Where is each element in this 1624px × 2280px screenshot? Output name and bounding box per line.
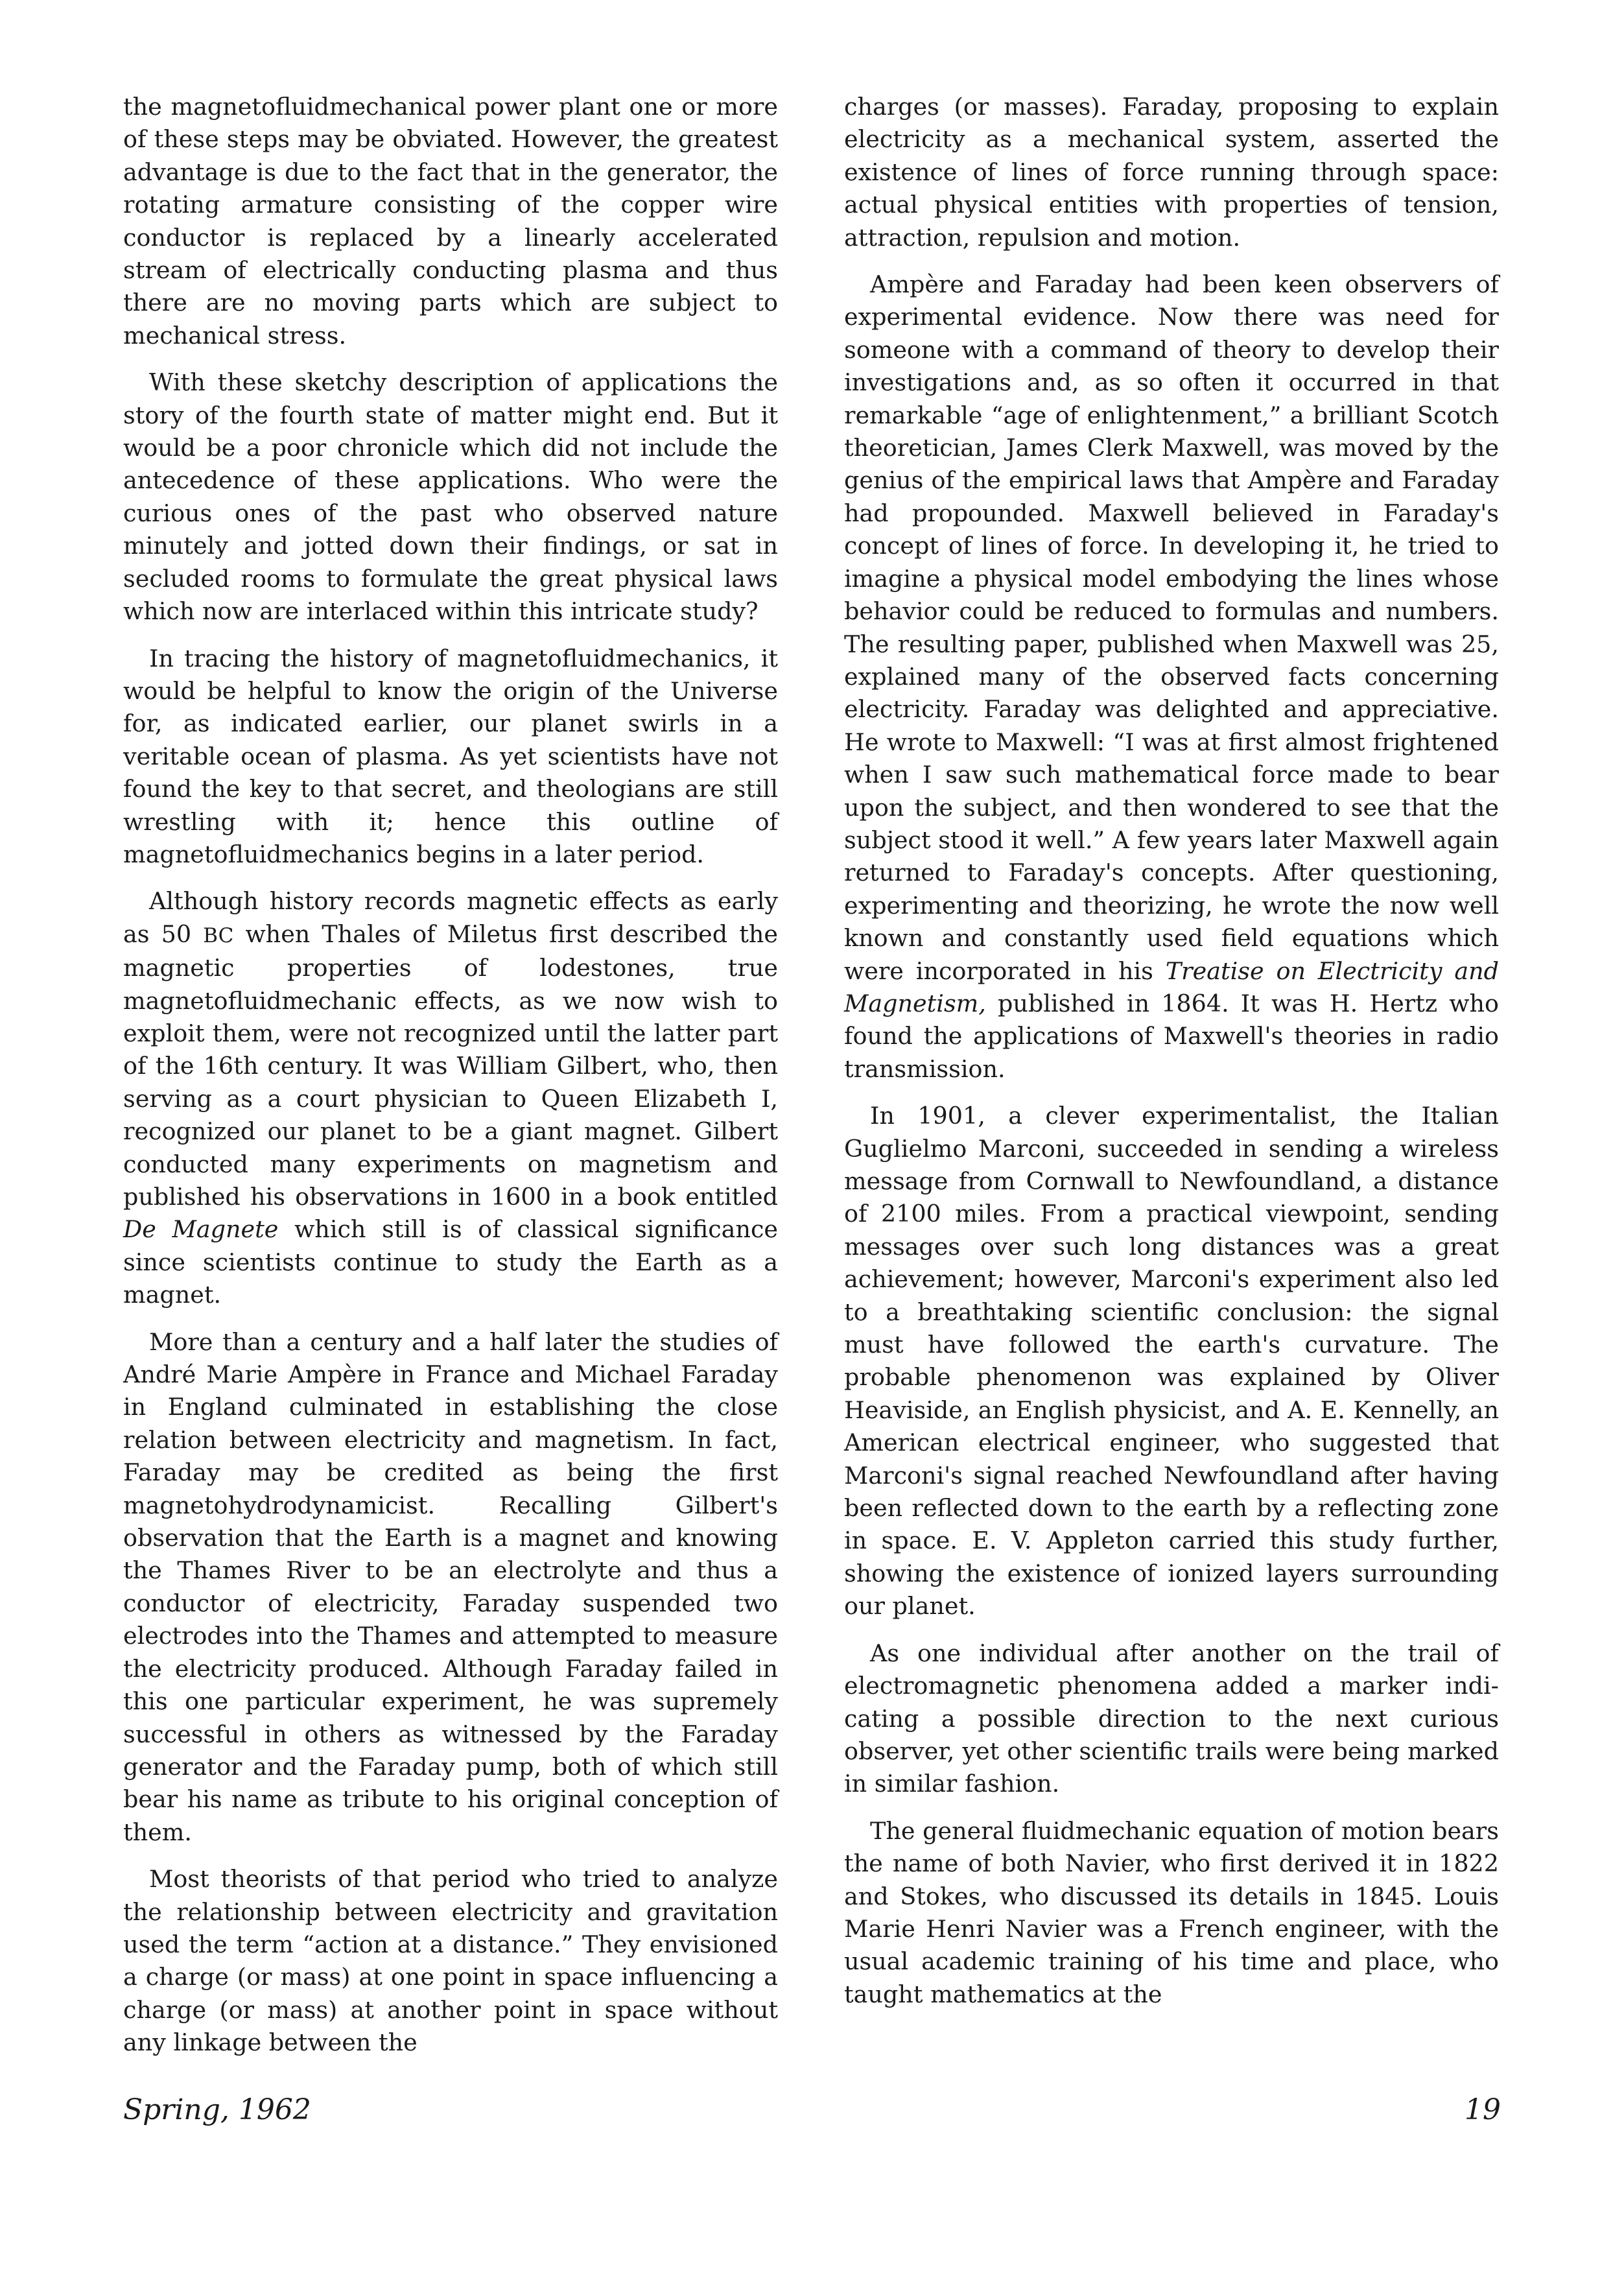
- page-number: 19: [1465, 2093, 1501, 2126]
- right-column: [844, 91, 1499, 2025]
- book-title: De Magnete: [123, 1215, 279, 1244]
- paragraph: Most theorists of that period who tried to analyze the relationship between electricity and gravitation used the term “action at a distance.” They envisioned a charge (or mass) at one point in space influencing a charge (or mass) at another point in space without any linkage between the: [123, 1865, 778, 2057]
- paragraph: the magnetofluidmechanical power plant one or more of these steps may be obviated. However, the greatest advantage is due to the fact that in the generator, the rotating armature consisting of the copper wire conductor is replaced by a linearly accelerated stream of electrically conducting plasma and thus there are no moving parts which are subject to mechanical stress.: [123, 93, 778, 350]
- paragraph: charges (or masses). Faraday, proposing to explain electricity as a mechanical system, asserted the existence of lines of force running through space: actual physical entities with properties of tension, attraction, repulsion and motion.: [844, 93, 1499, 252]
- text-run: published in 1864. It was H. Hertz who found the applications of Maxwell's theories in radio transmission.: [844, 989, 1499, 1083]
- paragraph: [844, 268, 1499, 1086]
- text-run: when Thales of Miletus first described the magnetic properties of lodestones, true magnetofluidmechanic effects, as we now wish to exploit them, were not recognized until the latter part of the 16th century. It was William Gilbert, who, then serving as a court physician to Queen Elizabeth I, recognized our planet to be a giant magnet. Gilbert conducted many experiments on magnetism and published his observations in 1600 in a book entitled: [123, 920, 778, 1211]
- book-title: Treatise on Electricity and Magnetism,: [844, 956, 1500, 1017]
- text-run: which still is of classical significance since scientists continue to study the Earth as a magnet.: [123, 1215, 778, 1309]
- footer-issue-date: Spring, 1962: [123, 2093, 311, 2126]
- text-run: Although history records magnetic effects as early as 50: [123, 887, 778, 948]
- text-run: Ampère and Faraday had been keen observers of experimental evidence. Now there was need for someone with a command of theory to develop their investigations and, as so often it occurred in that remarkable “age of enlightenment,” a brilliant Scotch theoretician, James Clerk Maxwell, was moved by the genius of the empirical laws that Ampère and Faraday had propounded. Maxwell believed in Faraday's concept of lines of force. In developing it, he tried to imagine a physical model embodying the lines whose behavior could be reduced to formulas and numbers. The resulting paper, published when Maxwell was 25, explained many of the observed facts concerning electricity. Faraday was delighted and appreciative. He wrote to Maxwell: “I was at first almost frightened when I saw such mathematical force made to bear upon the subject, and then wondered to see that the subject stood it well.” A few years later Maxwell again returned to Faraday's concepts. After questioning, experimenting and theorizing, he wrote the now well known and constantly used field equations which were incorporated in his: [844, 270, 1499, 985]
- paragraph: [123, 885, 778, 1311]
- paragraph: With these sketchy description of applications the story of the fourth state of matter might end. But it would be a poor chronicle which did not include the antecedence of these applications. Who were the curious ones of the past who observed nature minutely and jotted down their findings, or sat in secluded rooms to formulate the great physical laws which now are interlaced within this intricate study?: [123, 368, 778, 626]
- paragraph: In tracing the history of magnetofluidmechanics, it would be helpful to know the origin of the Universe for, as indicated earlier, our planet swirls in a veritable ocean of plasma. As yet scientists have not found the key to that secret, and theologians are still wrestling with it; hence this outline of magnetofluidmechanics begins in a later period.: [123, 644, 778, 868]
- paragraph: More than a century and a half later the studies of André Marie Ampère in France and Michael Faraday in England culminated in establishing the close relation between electricity and magnetism. In fact, Faraday may be credited as being the first magnetohydrodynamicist. Recalling Gilbert's observation that the Earth is a magnet and knowing the Thames River to be an electrolyte and thus a conductor of electricity, Faraday suspended two electrodes into the Thames and attempted to measure the electricity produced. Although Faraday failed in this one particular experiment, he was supremely successful in others as witnessed by the Faraday generator and the Faraday pump, both of which still bear his name as tribute to his original conception of them.: [123, 1327, 778, 1846]
- paragraph: As one individual after another on the trail of electromagnetic phenomena added a marker indicating a possible direction to the next curious observer, yet other scientific trails were being marked in similar fashion.: [844, 1639, 1499, 1798]
- left-column: [123, 91, 778, 2074]
- paragraph: The general fluidmechanic equation of motion bears the name of both Navier, who first derived it in 1822 and Stokes, who discussed its details in 1845. Louis Marie Henri Navier was a French engineer, with the usual academic training of his time and place, who taught mathematics at the: [844, 1816, 1499, 2008]
- paragraph: In 1901, a clever experimentalist, the Italian Guglielmo Marconi, succeeded in sending a wireless message from Cornwall to Newfoundland, a distance of 2100 miles. From a practical viewpoint, sending messages over such long distances was a great achievement; however, Marconi's experiment also led to a breathtaking scientific conclusion: the signal must have followed the earth's curvature. The probable phenomenon was explained by Oliver Heaviside, an English physicist, and A. E. Kennelly, an American electrical engineer, who suggested that Marconi's signal reached Newfoundland after having been reflected down to the earth by a reflecting zone in space. E. V. Appleton carried this study further, showing the existence of ionized layers surrounding our planet.: [844, 1102, 1499, 1621]
- era-abbreviation: BC: [203, 923, 234, 947]
